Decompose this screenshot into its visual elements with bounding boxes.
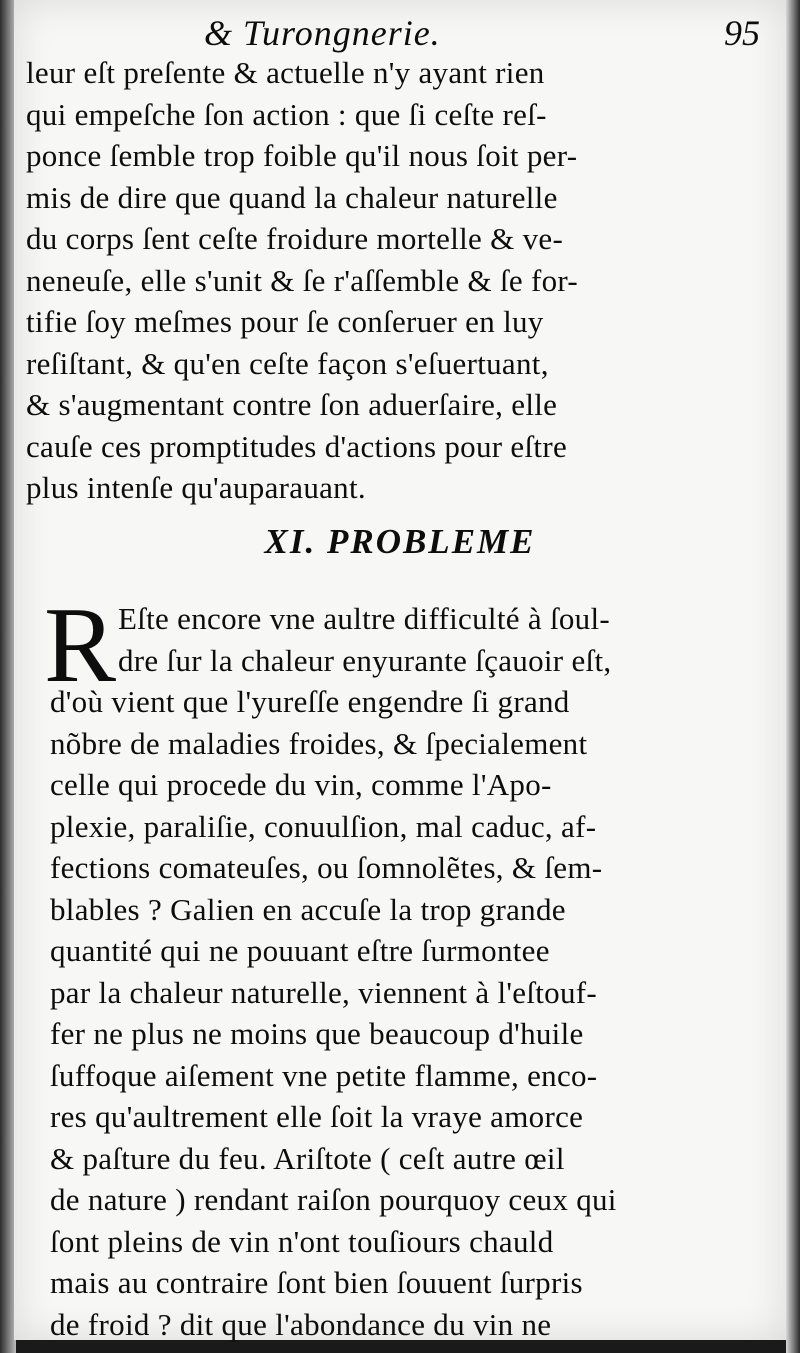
book-page <box>14 0 786 1340</box>
text-line: celle qui procede du vin, comme l'Apo- <box>50 767 552 802</box>
page-right-shadow <box>786 0 800 1353</box>
text-line: dre ſur la chaleur enyurante ſçauoir eſt, <box>118 642 612 678</box>
text-line: blables ? Galien en accuſe la trop grande <box>50 891 566 927</box>
text-line: qui empeſche ſon action : que ſi ceſte reſ- <box>26 96 547 132</box>
page-number: 95 <box>724 13 760 53</box>
text-line: d'où vient que l'yureſſe engendre ſi grand <box>50 684 570 719</box>
drop-cap: R <box>44 586 117 705</box>
text-line: fections comateuſes, ou ſomnolẽtes, & ſem- <box>50 850 603 885</box>
text-line: leur eſt preſente & actuelle n'y ayant rien <box>26 55 545 90</box>
text-line: plexie, paraliſie, conuulſion, mal caduc, af- <box>50 808 597 844</box>
text-line: cauſe ces promptitudes d'actions pour eſtre <box>26 428 568 464</box>
text-line: nõbre de maladies froides, & ſpecialement <box>50 725 588 761</box>
text-line: ponce ſemble trop foible qu'il nous ſoit per- <box>26 138 578 173</box>
text-line: plus intenſe qu'auparauant. <box>26 470 366 505</box>
text-line: Eſte encore vne aultre difficulté à ſoul- <box>118 601 611 636</box>
text-line: par la chaleur naturelle, viennent à l'eſtouf- <box>50 974 597 1010</box>
section-heading: XI. PROBLEME <box>264 522 536 561</box>
text-line: reſiſtant, & qu'en ceſte façon s'eſuertuant, <box>26 345 549 381</box>
text-line: fer ne plus ne moins que beaucoup d'huile <box>50 1016 584 1051</box>
text-line: quantité qui ne pouuant eſtre ſurmontee <box>50 933 550 968</box>
text-line: & paſture du feu. Ariſtote ( ceſt autre œil <box>50 1140 565 1176</box>
text-line: res qu'aultrement elle ſoit la vraye amorce <box>50 1099 584 1134</box>
text-line: mis de dire que quand la chaleur naturelle <box>26 179 558 215</box>
paragraph-problem <box>50 598 700 1345</box>
running-head: & Turongnerie. <box>204 13 441 53</box>
text-line: neneuſe, elle s'unit & ſe r'aſſemble & ſe for- <box>26 262 579 298</box>
text-line: de nature ) rendant raiſon pourquoy ceux qui <box>50 1182 617 1217</box>
paragraph-continued <box>26 52 696 509</box>
text-line: mais au contraire ſont bien ſouuent ſurpris <box>50 1265 583 1300</box>
text-line: tifie ſoy meſmes pour ſe conſeruer en luy <box>26 304 544 339</box>
text-line: ſuffoque aiſement vne petite flamme, enco- <box>50 1057 598 1093</box>
text-line: de froid ? dit que l'abondance du vin ne <box>50 1306 552 1342</box>
text-line: & s'augmentant contre ſon aduerſaire, elle <box>26 387 558 422</box>
text-line: du corps ſent ceſte froidure mortelle & ve- <box>26 221 564 256</box>
text-line: ſont pleins de vin n'ont touſiours chauld <box>50 1223 554 1259</box>
